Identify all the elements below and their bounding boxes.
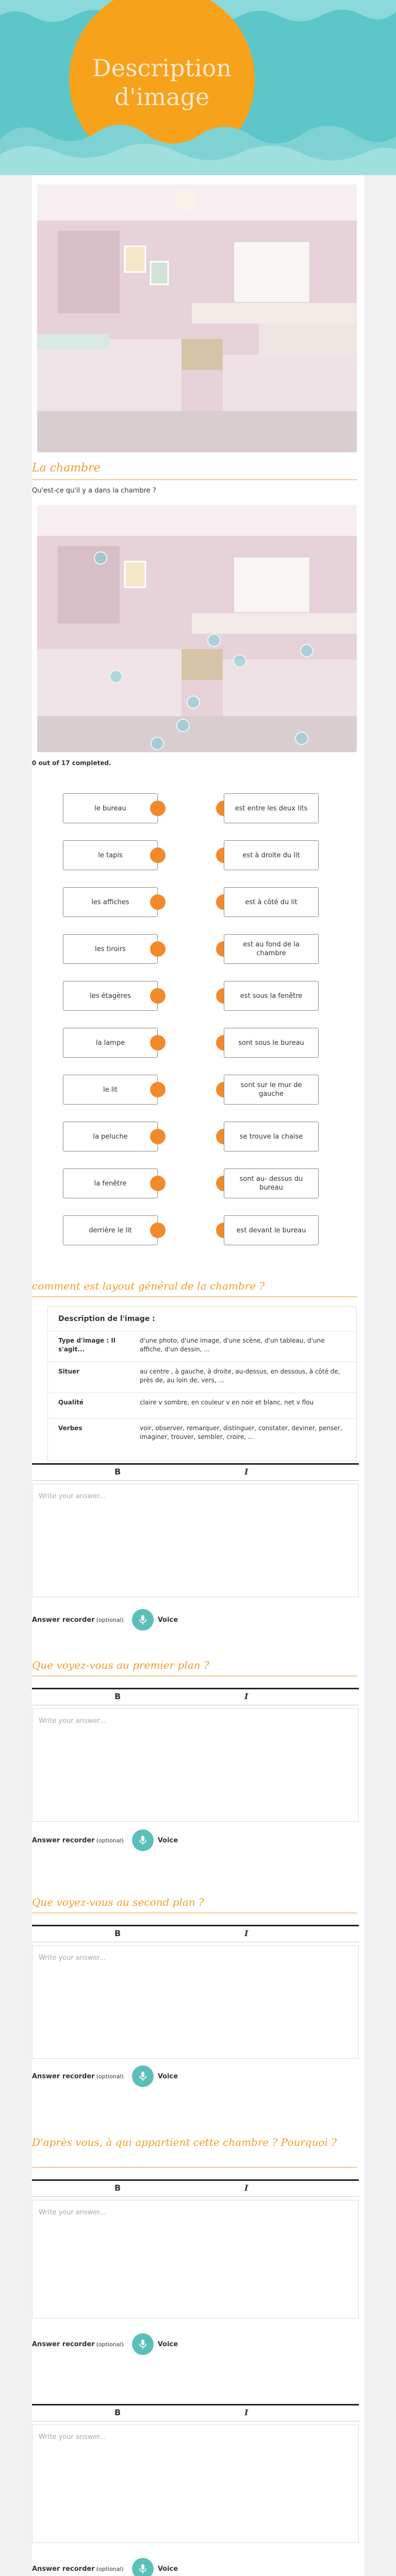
italic-button[interactable]: I — [244, 2183, 249, 2193]
row-key: Situer — [58, 1368, 80, 1375]
answer-textarea[interactable]: Write your answer... — [32, 1945, 359, 2059]
question-text: Qu'est-ce qu'il y a dans la chambre ? — [32, 487, 156, 495]
recorder-label: Answer recorder — [32, 2072, 95, 2080]
answer-recorder — [32, 2558, 178, 2576]
recorder-label: Answer recorder — [32, 2340, 95, 2348]
match-right-item[interactable]: est devant le bureau — [224, 1215, 319, 1245]
hotspot[interactable] — [207, 634, 221, 647]
description-table — [47, 1307, 357, 1461]
table-row — [48, 1362, 357, 1393]
answer-textarea[interactable]: Write your answer... — [32, 1484, 359, 1597]
header-banner — [0, 0, 396, 175]
row-value: voir, observer, remarquer, distinguer, constater, deviner, penser, imaginer, trouver, sembler, croire, ... — [140, 1425, 342, 1440]
title-line-2: d'image — [114, 83, 210, 111]
match-right-item[interactable]: sont au- dessus du bureau — [224, 1168, 319, 1198]
match-right-item[interactable]: est au fond de la chambre — [224, 934, 319, 964]
section-title-second-plan: Que voyez-vous au second plan ? — [32, 1896, 204, 1908]
content-card — [32, 175, 364, 2576]
match-left-item[interactable]: la lampe — [63, 1028, 158, 1058]
row-key: Type d'image : Il s'agit... — [58, 1337, 116, 1353]
match-right-item[interactable]: sont sur le mur de gauche — [224, 1075, 319, 1105]
recorder-label: Answer recorder — [32, 1616, 95, 1624]
match-left-item[interactable]: la fenêtre — [63, 1168, 158, 1198]
italic-button[interactable]: I — [244, 1467, 249, 1477]
microphone-icon[interactable] — [132, 2065, 154, 2087]
bold-button[interactable]: B — [114, 2408, 121, 2417]
match-left-item[interactable]: les affiches — [63, 887, 158, 917]
section-divider — [32, 479, 357, 480]
recorder-optional: (optional) — [96, 2565, 124, 2572]
section-divider — [32, 1912, 357, 1913]
match-connector-dot[interactable] — [150, 941, 166, 957]
table-title: Description de l'image : — [58, 1315, 155, 1323]
section-divider — [32, 1296, 357, 1297]
match-left-item[interactable]: derrière le lit — [63, 1215, 158, 1245]
match-left-item[interactable]: la peluche — [63, 1122, 158, 1151]
cloud-wave-bottom — [0, 108, 396, 175]
voice-label: Voice — [157, 2072, 178, 2080]
page-title — [69, 54, 255, 111]
match-left-item[interactable]: le bureau — [63, 793, 158, 823]
match-left-item[interactable]: les étagères — [63, 981, 158, 1011]
match-right-item[interactable]: sont sous le bureau — [224, 1028, 319, 1058]
progress-text: 0 out of 17 completed. — [32, 759, 111, 767]
match-left-item[interactable]: le tapis — [63, 840, 158, 870]
editor-toolbar — [32, 2179, 359, 2197]
match-connector-dot[interactable] — [150, 1129, 166, 1144]
italic-button[interactable]: I — [244, 1928, 249, 1938]
table-row — [48, 1393, 357, 1418]
row-value: au centre , à gauche, à droite, au-dessus, en dessous, à côté de, près de, au loin de, vers, ... — [140, 1368, 340, 1384]
editor-toolbar — [32, 2404, 359, 2421]
match-connector-dot[interactable] — [150, 894, 166, 910]
hotspot[interactable] — [176, 719, 190, 732]
row-value: d'une photo, d'une image, d'une scène, d'un tableau, d'une affiche, d'un dessin, ... — [140, 1337, 325, 1353]
answer-recorder — [32, 1830, 178, 1851]
editor-toolbar — [32, 1925, 359, 1942]
voice-label: Voice — [157, 1836, 178, 1844]
recorder-optional: (optional) — [96, 1616, 124, 1623]
italic-button[interactable]: I — [244, 1691, 249, 1701]
section-title-layout: comment est layout général de la chambre ? — [32, 1280, 265, 1292]
answer-textarea[interactable]: Write your answer... — [32, 2200, 359, 2318]
answer-textarea[interactable]: Write your answer... — [32, 1708, 359, 1822]
match-right-item[interactable]: se trouve la chaise — [224, 1122, 319, 1151]
editor-toolbar — [32, 1463, 359, 1481]
section-title-premier-plan: Que voyez-vous au premier plan ? — [32, 1659, 209, 1671]
table-row — [48, 1418, 357, 1449]
row-key: Qualité — [58, 1399, 84, 1406]
section-title-chambre: La chambre — [32, 462, 101, 474]
hotspot[interactable] — [233, 654, 246, 668]
italic-button[interactable]: I — [244, 2408, 249, 2417]
voice-label: Voice — [157, 1616, 178, 1624]
answer-recorder — [32, 2066, 178, 2087]
match-connector-dot[interactable] — [150, 801, 166, 816]
hotspot[interactable] — [187, 696, 200, 709]
table-row — [48, 1331, 357, 1362]
bedroom-photo — [37, 184, 357, 452]
bedroom-photo-hotspots — [37, 505, 357, 752]
match-right-item[interactable]: est à côté du lit — [224, 887, 319, 917]
match-connector-dot[interactable] — [150, 1082, 166, 1097]
section-divider — [32, 2167, 357, 2168]
match-connector-dot[interactable] — [150, 988, 166, 1004]
bold-button[interactable]: B — [114, 1467, 121, 1477]
bold-button[interactable]: B — [114, 1691, 121, 1701]
match-right-item[interactable]: est à droite du lit — [224, 840, 319, 870]
microphone-icon[interactable] — [132, 1609, 154, 1631]
hotspot[interactable] — [300, 644, 314, 657]
row-key: Verbes — [58, 1425, 82, 1432]
recorder-label: Answer recorder — [32, 2565, 95, 2573]
recorder-optional: (optional) — [96, 1837, 124, 1844]
voice-label: Voice — [157, 2340, 178, 2348]
microphone-icon[interactable] — [132, 2558, 154, 2576]
hotspot[interactable] — [151, 737, 164, 750]
recorder-optional: (optional) — [96, 2073, 124, 2080]
match-left-item[interactable]: les tiroirs — [63, 934, 158, 964]
answer-textarea[interactable]: Write your answer... — [32, 2425, 359, 2543]
section-divider — [32, 1675, 357, 1676]
microphone-icon[interactable] — [132, 2333, 154, 2355]
answer-recorder — [32, 1609, 178, 1630]
bold-button[interactable]: B — [114, 1928, 121, 1938]
recorder-optional: (optional) — [96, 2341, 124, 2348]
hotspot[interactable] — [94, 551, 107, 565]
match-left-item[interactable]: le lit — [63, 1075, 158, 1105]
title-line-1: Description — [92, 54, 232, 82]
microphone-icon[interactable] — [132, 1829, 154, 1851]
hotspot[interactable] — [109, 670, 123, 683]
match-connector-dot[interactable] — [150, 1176, 166, 1191]
voice-label: Voice — [157, 2565, 178, 2573]
editor-toolbar — [32, 1688, 359, 1705]
recorder-label: Answer recorder — [32, 1836, 95, 1844]
answer-recorder — [32, 2334, 178, 2354]
hotspot[interactable] — [295, 732, 308, 745]
match-connector-dot[interactable] — [150, 1035, 166, 1050]
match-right-item[interactable]: est sous la fenêtre — [224, 981, 319, 1011]
match-connector-dot[interactable] — [150, 1223, 166, 1238]
bold-button[interactable]: B — [114, 2183, 121, 2193]
row-value: claire v sombre, en couleur v en noir et blanc, net v flou — [140, 1399, 314, 1406]
match-right-item[interactable]: est entre les deux lits — [224, 793, 319, 823]
match-connector-dot[interactable] — [150, 848, 166, 863]
section-title-appartient: D'après vous, à qui appartient cette chambre ? Pourquoi ? — [32, 2136, 337, 2148]
